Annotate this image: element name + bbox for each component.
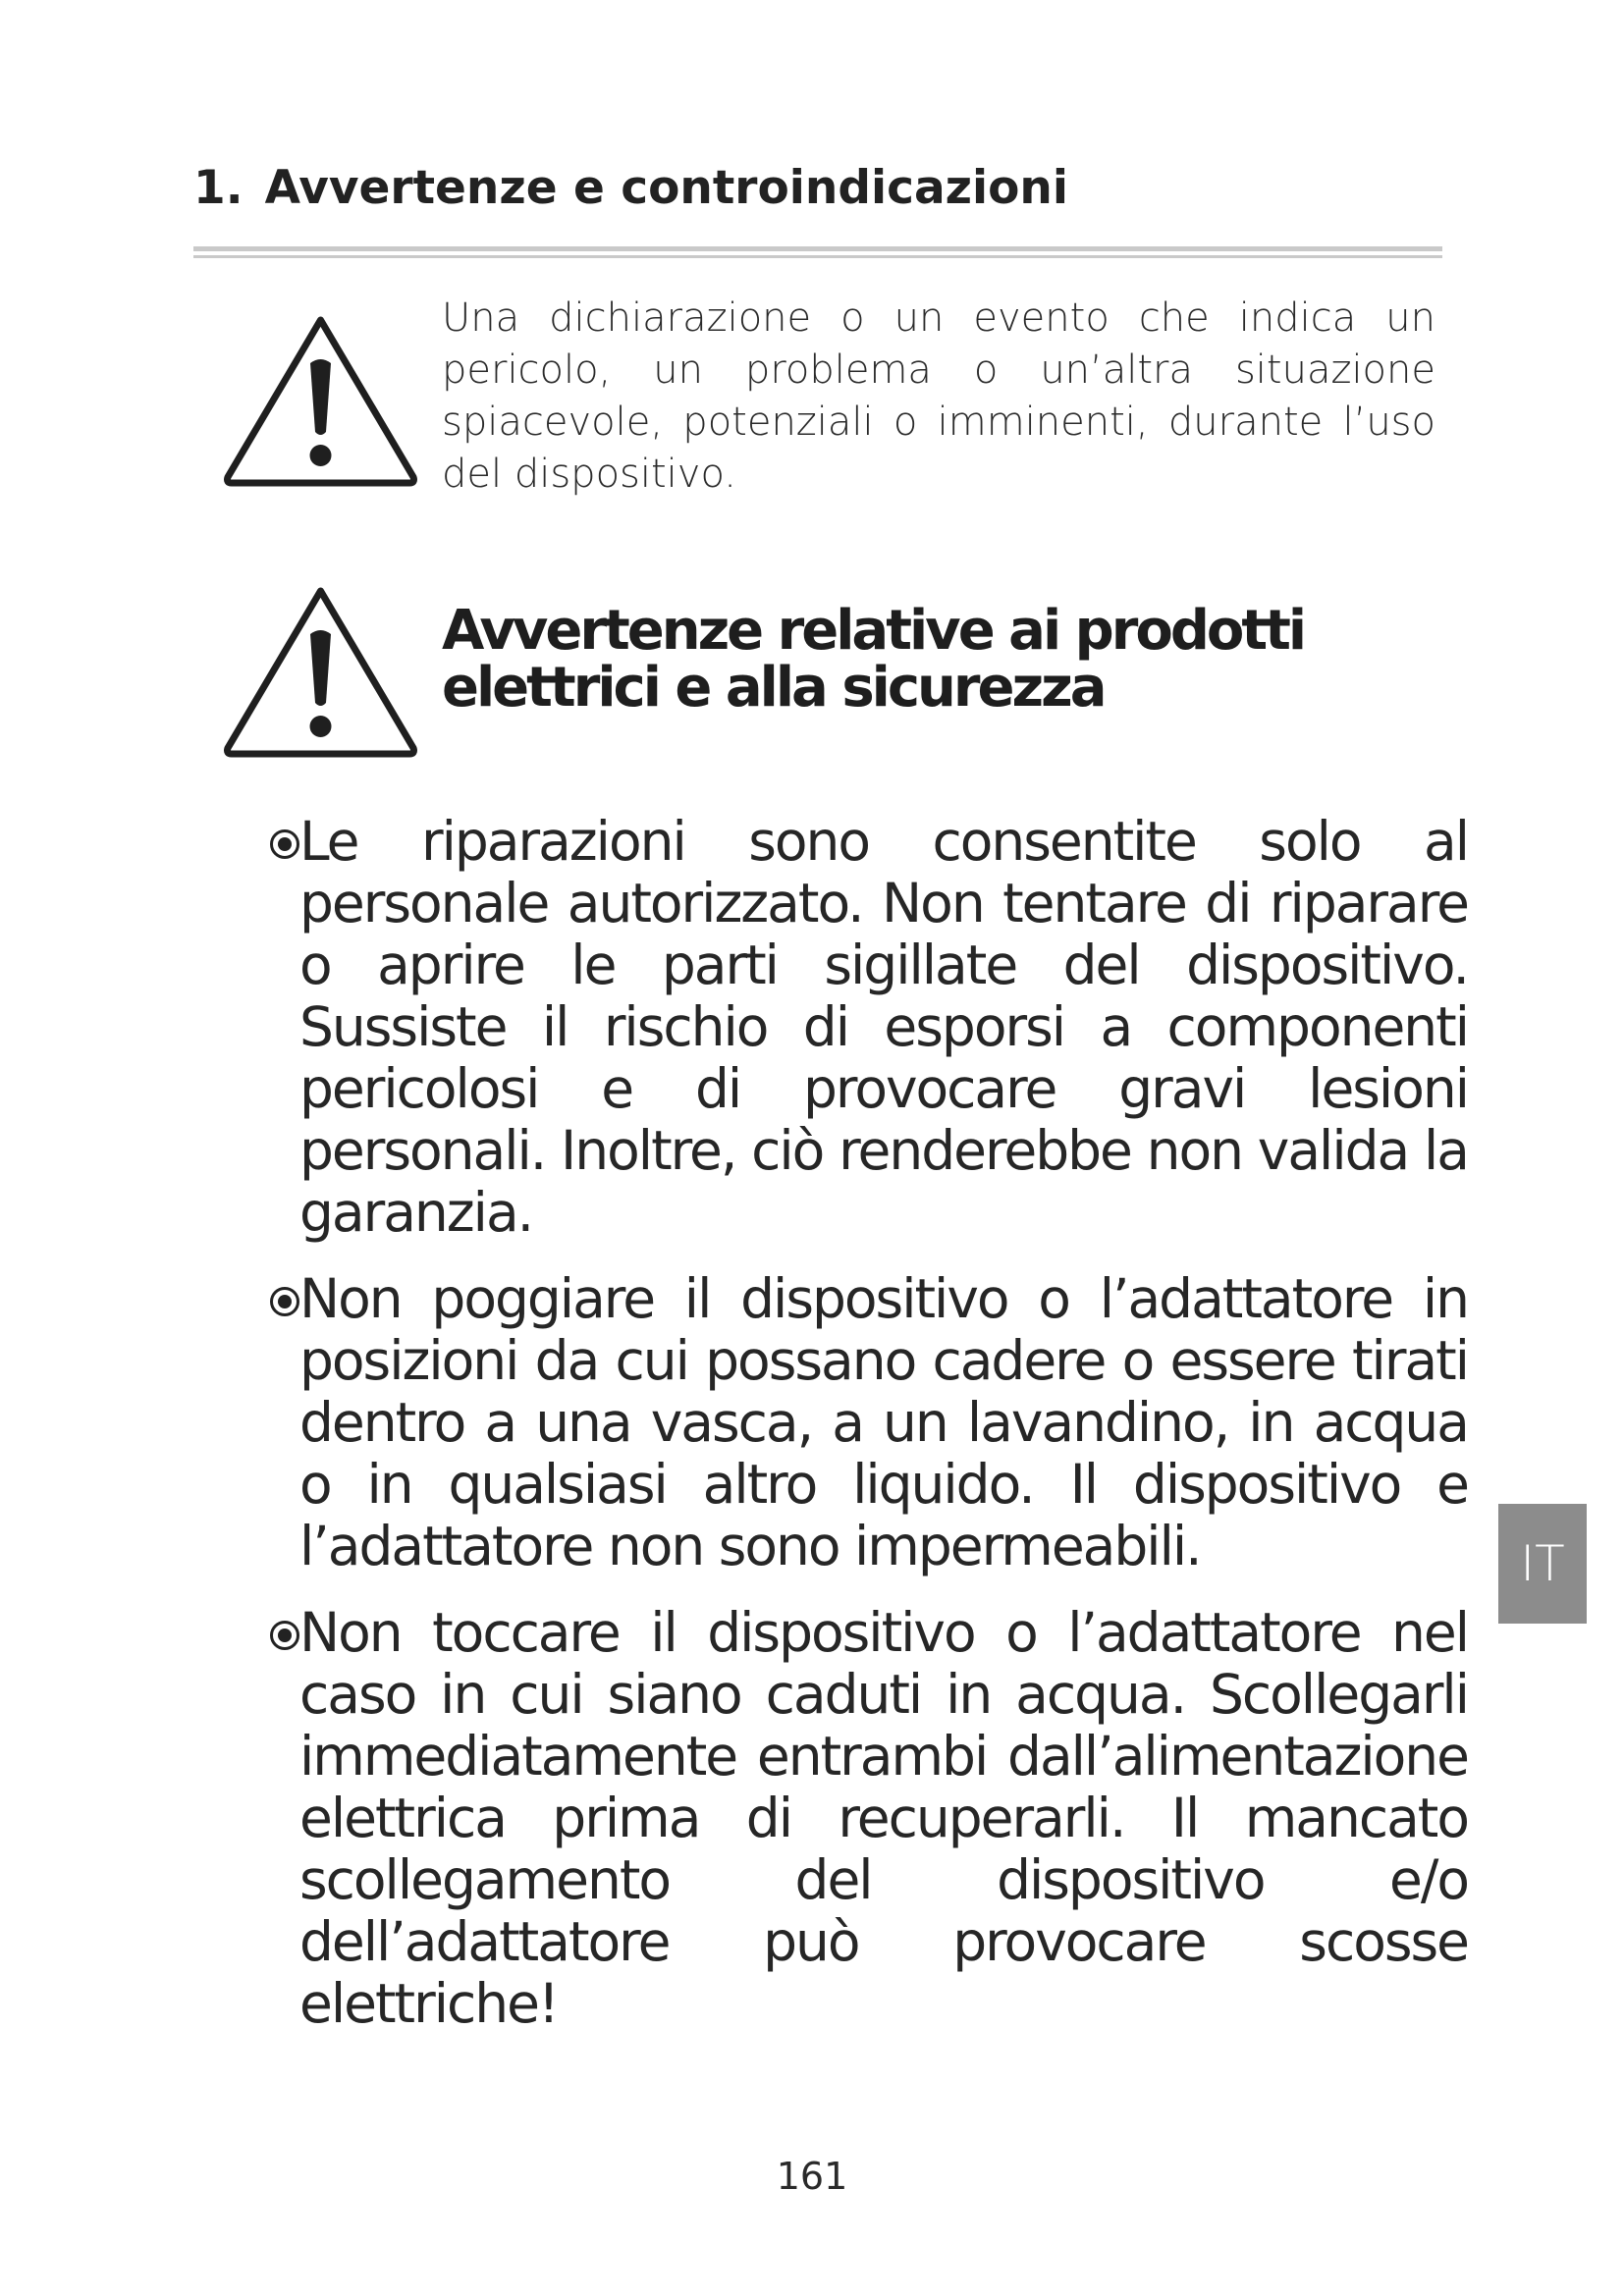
section-number: 1.: [193, 161, 244, 215]
section-title-text: Avvertenze e controindicazioni: [264, 161, 1069, 215]
title-divider-thin: [193, 255, 1442, 258]
list-item: [270, 811, 1468, 1244]
bullet-icon: [270, 1287, 299, 1316]
list-item: [270, 1268, 1468, 1577]
language-tab: IT: [1498, 1504, 1587, 1624]
title-divider: [193, 246, 1442, 251]
list-item-text: Le riparazioni sono consentite solo al personale autorizzato. Non tentare di riparare o aprire le parti sigillate del dispositivo. Sussiste il rischio di esporsi a componenti pericolosi e di provocare gravi lesioni personali. Inoltre, ciò renderebbe non valida la garanzia.: [299, 810, 1468, 1244]
warning-triangle-icon: [221, 583, 420, 760]
section-title: [193, 159, 1068, 218]
list-item: [270, 1602, 1468, 2035]
warning-definition-text: Una dichiarazione o un evento che indica un pericolo, un problema o un’altra situazione spiacevole, potenziali o imminenti, durante l’uso del dispositivo.: [442, 295, 1435, 497]
warnings-list: [270, 811, 1468, 2059]
bullet-icon: [270, 1621, 299, 1650]
warning-triangle-icon: [221, 312, 420, 489]
bullet-icon: [270, 829, 299, 859]
warnings-heading: Avvertenze relative ai prodotti elettrici e alla sicurezza: [442, 599, 1305, 720]
page-number: 161: [776, 2155, 848, 2198]
list-item-text: Non toccare il dispositivo o l’adattatore nel caso in cui siano caduti in acqua. Scollegarli immediatamente entrambi dall’alimentazione elettrica prima di recuperarli. Il mancato scollegamento del dispositivo e/o dell’adattatore può provocare scosse elettriche!: [299, 1601, 1468, 2035]
list-item-text: Non poggiare il dispositivo o l’adattatore in posizioni da cui possano cadere o essere tirati dentro a una vasca, a un lavandino, in acqua o in qualsiasi altro liquido. Il dispositivo e l’adattatore non sono impermeabili.: [299, 1267, 1468, 1577]
